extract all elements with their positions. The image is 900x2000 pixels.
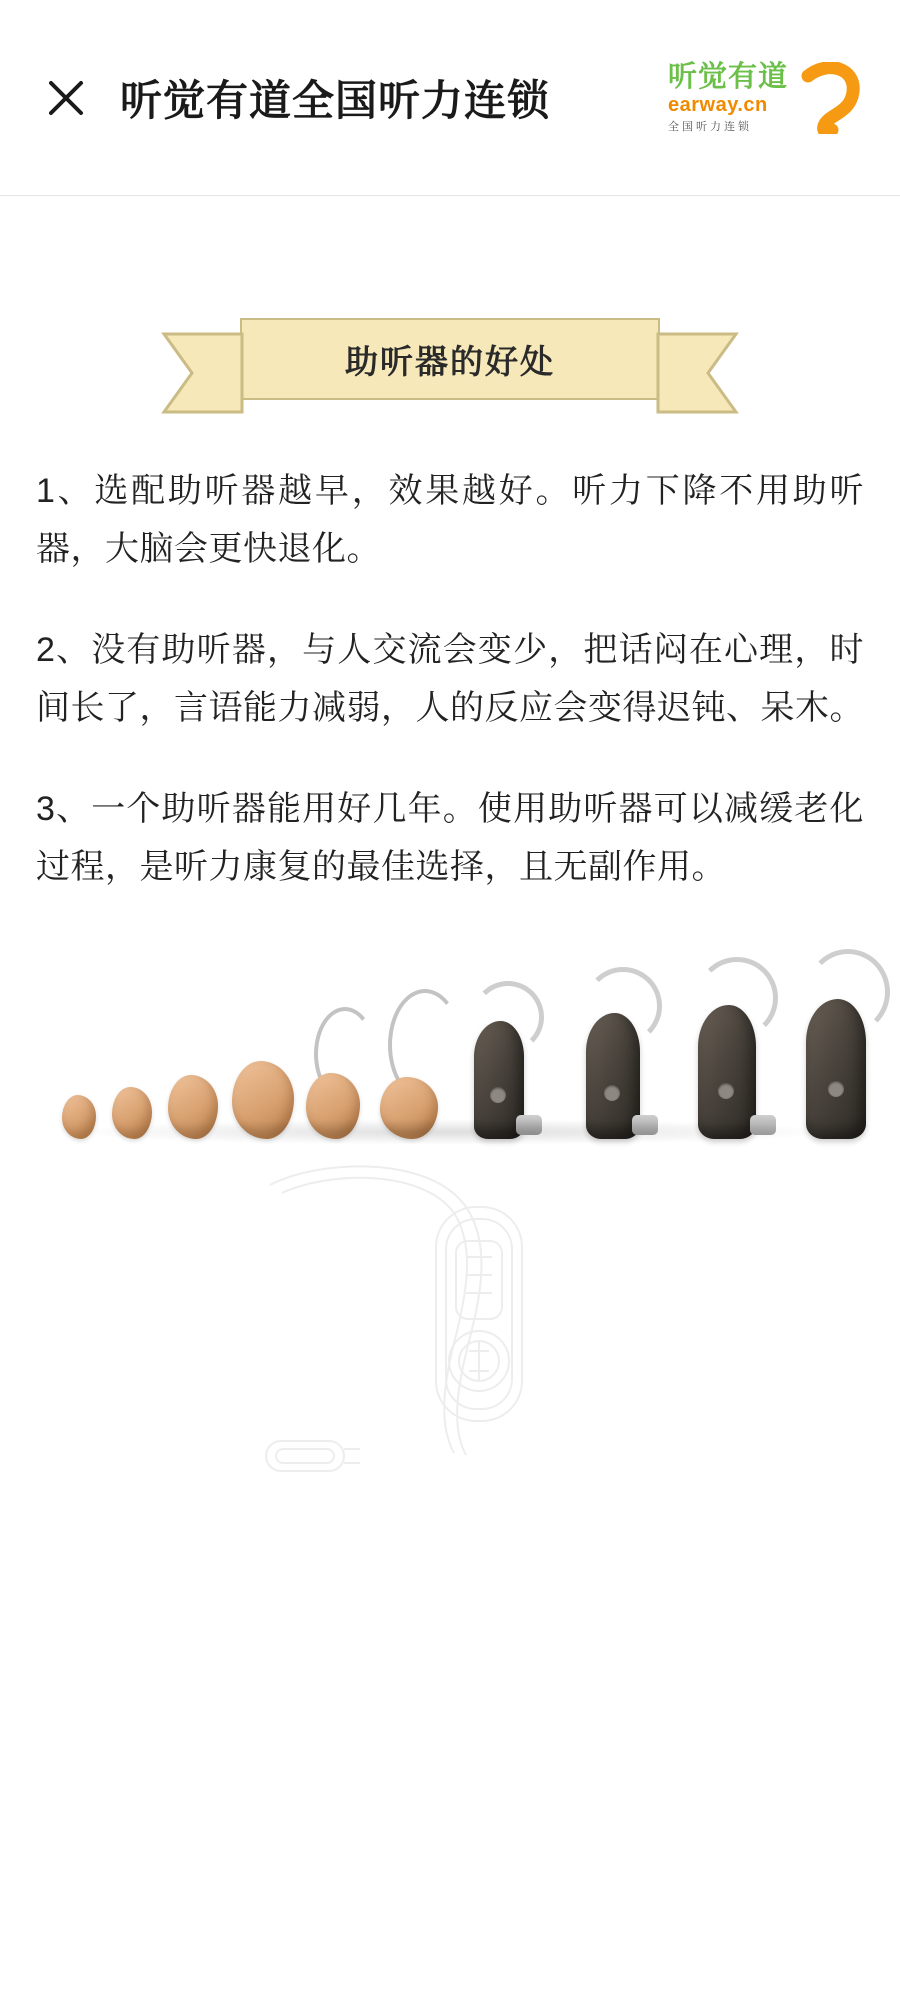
section-title-ribbon [0, 318, 900, 400]
ribbon-banner [240, 318, 660, 400]
product-image [0, 939, 900, 1499]
page-title: 听觉有道全国听力连锁 [120, 76, 551, 124]
brand-name-cn: 听觉有道 [667, 60, 788, 93]
hearing-aid-earmold-icon [378, 989, 456, 1139]
brand-name-en: earway.cn [667, 93, 768, 116]
hearing-aid-bte-icon [460, 979, 546, 1139]
hearing-aid-bte-icon [570, 967, 662, 1139]
hearing-aid-lineup [0, 939, 900, 1139]
ribbon-tail-right-icon [656, 332, 746, 414]
product-shadow [60, 1119, 840, 1145]
ribbon-title-text: 助听器的好处 [345, 342, 555, 380]
brand-logo [668, 62, 860, 134]
hearing-aid-wireframe-sketch [230, 1149, 650, 1499]
article-paragraph: 3、一个助听器能用好几年。使用助听器可以减缓老化过程，是听力康复的最佳选择，且无副作用。 [36, 789, 864, 887]
brand-wordmark [667, 60, 788, 133]
article-paragraph: 1、选配助听器越早，效果越好。听力下降不用助听器，大脑会更快退化。 [36, 472, 864, 569]
article-body [0, 462, 900, 897]
page-header [0, 0, 900, 196]
article-paragraph: 2、没有助听器，与人交流会变少，把话闷在心理，时间长了，言语能力减弱，人的反应会变得迟钝、呆木。 [36, 630, 864, 728]
brand-tagline: 全国听力连锁 [667, 120, 752, 133]
ribbon-tail-left-icon [154, 332, 244, 414]
ear-swoosh-logo-icon [798, 62, 860, 134]
close-icon [44, 76, 88, 120]
hearing-aid-bte-icon [796, 949, 882, 1139]
close-button[interactable] [40, 72, 92, 124]
hearing-aid-bte-icon [682, 957, 778, 1139]
